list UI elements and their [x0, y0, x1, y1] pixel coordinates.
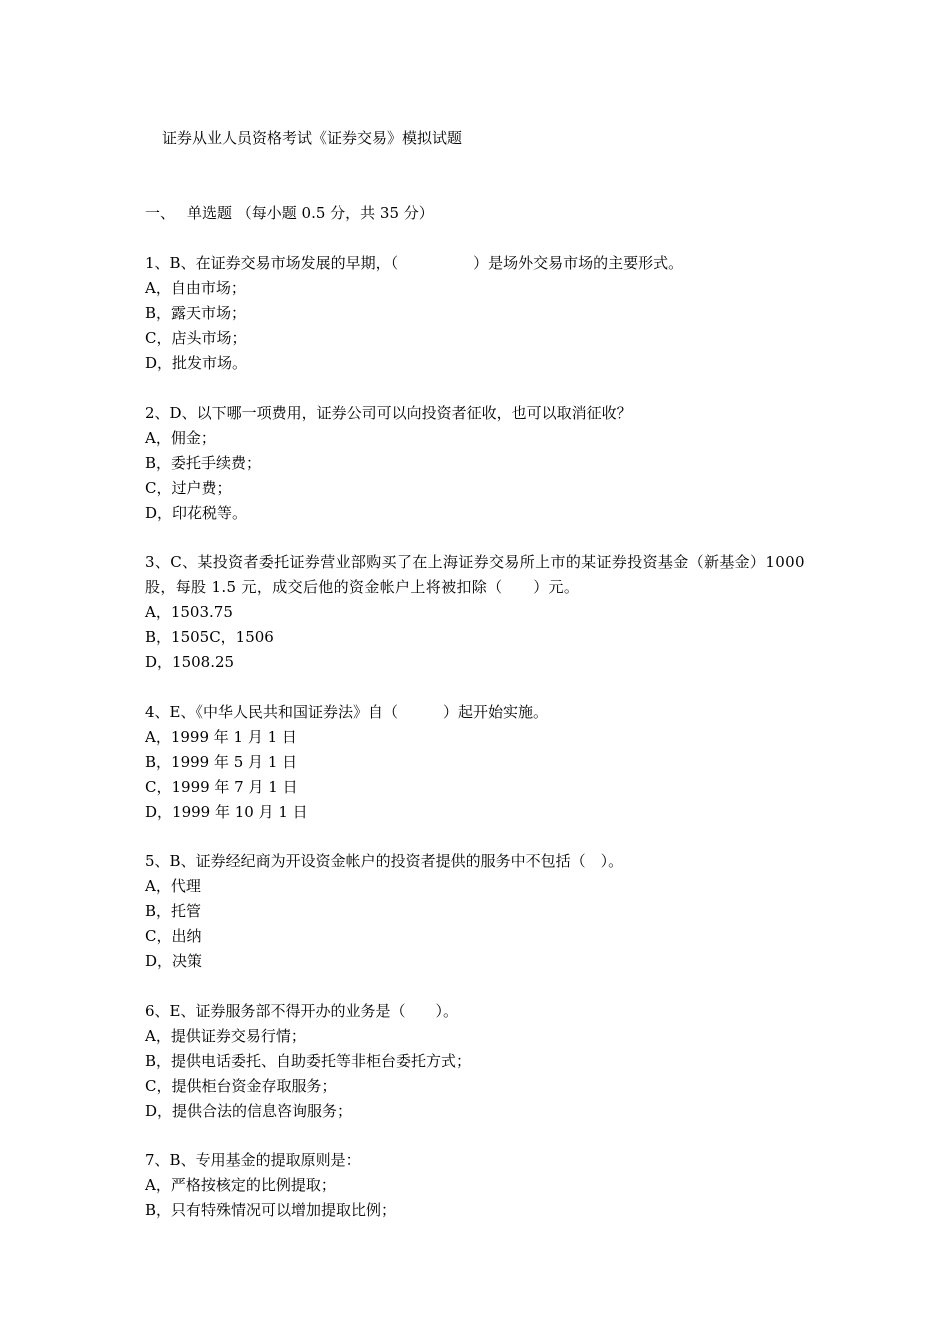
question-option: B，提供电话委托、自助委托等非柜台委托方式； [145, 1051, 472, 1070]
question-option: B，露天市场； [145, 304, 247, 322]
document-title: 证券从业人员资格考试《证券交易》模拟试题 [162, 129, 463, 147]
question-stem: 6、E、证券服务部不得开办的业务是（ ）。 [145, 1001, 458, 1020]
question-option: B，1505C，1506 [145, 628, 274, 646]
section-number: 一、 [145, 204, 176, 222]
section-label: 单选题 （每小题 0.5 分，共 35 分） [187, 204, 434, 222]
question-list [145, 251, 810, 1248]
question-option: A，代理 [145, 877, 201, 895]
question-option: D，1508.25 [145, 653, 235, 671]
question-option: A，提供证券交易行情； [145, 1026, 306, 1045]
question-option: A，佣金； [145, 428, 216, 447]
question-option: B，托管 [145, 902, 202, 920]
question-option: C，提供柜台资金存取服务； [145, 1076, 337, 1095]
question-7 [145, 1148, 810, 1223]
question-3 [145, 550, 810, 675]
question-option: A，1999 年 1 月 1 日 [145, 727, 297, 746]
question-stem: 3、C、某投资者委托证券营业部购买了在上海证券交易所上市的某证券投资基金（新基金）1000 股，每股 1.5 元，成交后他的资金帐户上将被扣除（ ）元。 [145, 553, 805, 596]
question-option: A，严格按核定的比例提取； [145, 1176, 336, 1194]
question-option: D，提供合法的信息咨询服务； [145, 1101, 353, 1120]
question-option: C，店头市场； [145, 329, 247, 347]
question-option: D，印花税等。 [145, 503, 248, 522]
question-5 [145, 849, 810, 974]
question-4 [145, 700, 810, 825]
question-option: D，决策 [145, 952, 203, 970]
question-option: B，只有特殊情况可以增加提取比例； [145, 1201, 397, 1219]
question-1 [145, 251, 810, 376]
question-option: A，1503.75 [145, 603, 233, 621]
question-option: A，自由市场； [145, 279, 246, 297]
section-heading [145, 203, 434, 223]
question-option: C，出纳 [145, 927, 202, 945]
question-option: C，1999 年 7 月 1 日 [145, 777, 298, 796]
question-stem: 5、B、证券经纪商为开设资金帐户的投资者提供的服务中不包括（ ）。 [145, 852, 624, 870]
question-6 [145, 999, 810, 1124]
question-option: D，批发市场。 [145, 354, 248, 372]
question-stem: 4、E、《中华人民共和国证券法》自（ ）起开始实施。 [145, 702, 548, 721]
question-2 [145, 401, 810, 526]
question-option: B，1999 年 5 月 1 日 [145, 752, 298, 771]
question-option: D，1999 年 10 月 1 日 [145, 802, 308, 821]
question-stem: 1、B、在证券交易市场发展的早期，（ ）是场外交易市场的主要形式。 [145, 254, 684, 272]
question-option: C，过户费； [145, 478, 232, 497]
question-stem: 7、B、专用基金的提取原则是： [145, 1151, 361, 1169]
question-option: B，委托手续费； [145, 453, 262, 472]
question-stem: 2、D、以下哪一项费用，证券公司可以向投资者征收，也可以取消征收？ [145, 403, 632, 422]
